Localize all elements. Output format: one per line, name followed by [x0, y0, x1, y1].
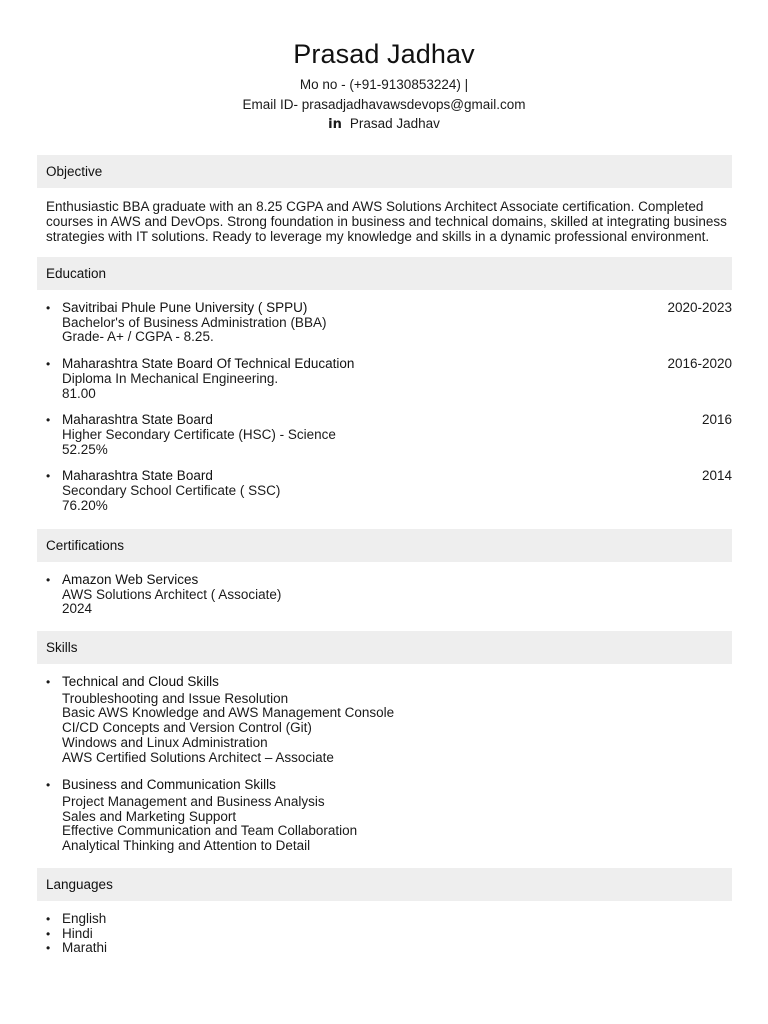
education-grade: 52.25%: [62, 441, 108, 457]
language-item: [46, 927, 732, 942]
education-year: 2016-2020: [667, 356, 732, 372]
education-grade: 81.00: [62, 385, 96, 401]
skill-line: Analytical Thinking and Attention to Detail: [62, 838, 311, 854]
email-line: Email ID- prasadjadhavawsdevops@gmail.com: [242, 96, 526, 112]
skill-line: Sales and Marketing Support: [62, 808, 237, 824]
language-name: Marathi: [62, 940, 108, 956]
education-year: 2020-2023: [667, 300, 732, 315]
education-item: [46, 357, 732, 401]
certification-name: AWS Solutions Architect ( Associate): [62, 586, 282, 602]
certification-issuer: Amazon Web Services: [62, 572, 199, 587]
bullet: •: [46, 469, 51, 484]
education-list: [46, 301, 732, 513]
bullet: •: [46, 926, 51, 941]
education-degree: Diploma In Mechanical Engineering.: [62, 370, 279, 386]
languages-heading: Languages: [37, 868, 732, 901]
certification-item: [46, 573, 732, 617]
resume-header: [0, 0, 768, 135]
skills-heading: Skills: [37, 631, 732, 664]
skills-list: [46, 675, 732, 854]
candidate-name: Prasad Jadhav: [293, 39, 475, 69]
language-name: English: [62, 911, 107, 926]
bullet: •: [46, 912, 51, 926]
skill-line: Effective Communication and Team Collaboration: [62, 823, 358, 839]
language-item: [46, 941, 732, 956]
education-degree: Secondary School Certificate ( SSC): [62, 483, 281, 499]
education-institution: Maharashtra State Board: [62, 412, 213, 428]
education-degree: Bachelor's of Business Administration (BBA): [62, 314, 327, 330]
education-year: 2016: [701, 412, 732, 428]
skill-group-title: Technical and Cloud Skills: [62, 674, 219, 689]
bullet: •: [46, 675, 51, 689]
phone-line: Mo no - (+91-9130853224) |: [299, 77, 469, 92]
education-item: [46, 301, 732, 345]
bullet: •: [46, 413, 51, 428]
education-grade: 76.20%: [62, 497, 108, 513]
education-institution: Savitribai Phule Pune University ( SPPU): [62, 300, 308, 315]
certifications-heading: Certifications: [37, 529, 732, 562]
bullet: •: [46, 573, 51, 587]
linkedin-icon: in: [328, 117, 342, 132]
skill-line: Project Management and Business Analysis: [62, 793, 325, 809]
bullet: •: [46, 301, 51, 315]
skill-line: CI/CD Concepts and Version Control (Git): [62, 720, 312, 736]
skill-line: Basic AWS Knowledge and AWS Management Console: [62, 705, 395, 721]
language-item: [46, 912, 732, 927]
bullet: •: [46, 357, 51, 372]
skill-group-title: Business and Communication Skills: [62, 777, 276, 793]
linkedin-line[interactable]: [0, 114, 768, 135]
skill-group: [46, 778, 732, 854]
objective-heading: Objective: [37, 155, 732, 188]
skill-line: Windows and Linux Administration: [62, 734, 268, 750]
education-item: [46, 413, 732, 457]
linkedin-label[interactable]: Prasad Jadhav: [349, 116, 440, 131]
education-year: 2014: [701, 468, 732, 484]
education-degree: Higher Secondary Certificate (HSC) - Science: [62, 426, 336, 442]
certifications-list: [46, 573, 732, 617]
language-name: Hindi: [62, 925, 93, 941]
education-heading: Education: [37, 257, 732, 290]
bullet: •: [46, 941, 51, 956]
skill-line: Troubleshooting and Issue Resolution: [62, 690, 289, 706]
bullet: •: [46, 778, 51, 793]
skill-group: [46, 675, 732, 765]
certification-year: 2024: [62, 601, 93, 617]
objective-text: Enthusiastic BBA graduate with an 8.25 CGPA and AWS Solutions Architect Associate certification. Completed courses in AWS and DevOps. Strong foundation in business and technical domains, skilled at integrating business strategies with IT solutions. Ready to leverage my knowledge and skills in a dynamic professional environment.: [46, 199, 727, 244]
education-grade: Grade- A+ / CGPA - 8.25.: [62, 329, 214, 345]
education-institution: Maharashtra State Board Of Technical Education: [62, 356, 355, 372]
education-item: [46, 469, 732, 513]
languages-list: [46, 912, 732, 956]
education-institution: Maharashtra State Board: [62, 468, 213, 484]
skill-line: AWS Certified Solutions Architect – Associate: [62, 749, 334, 765]
